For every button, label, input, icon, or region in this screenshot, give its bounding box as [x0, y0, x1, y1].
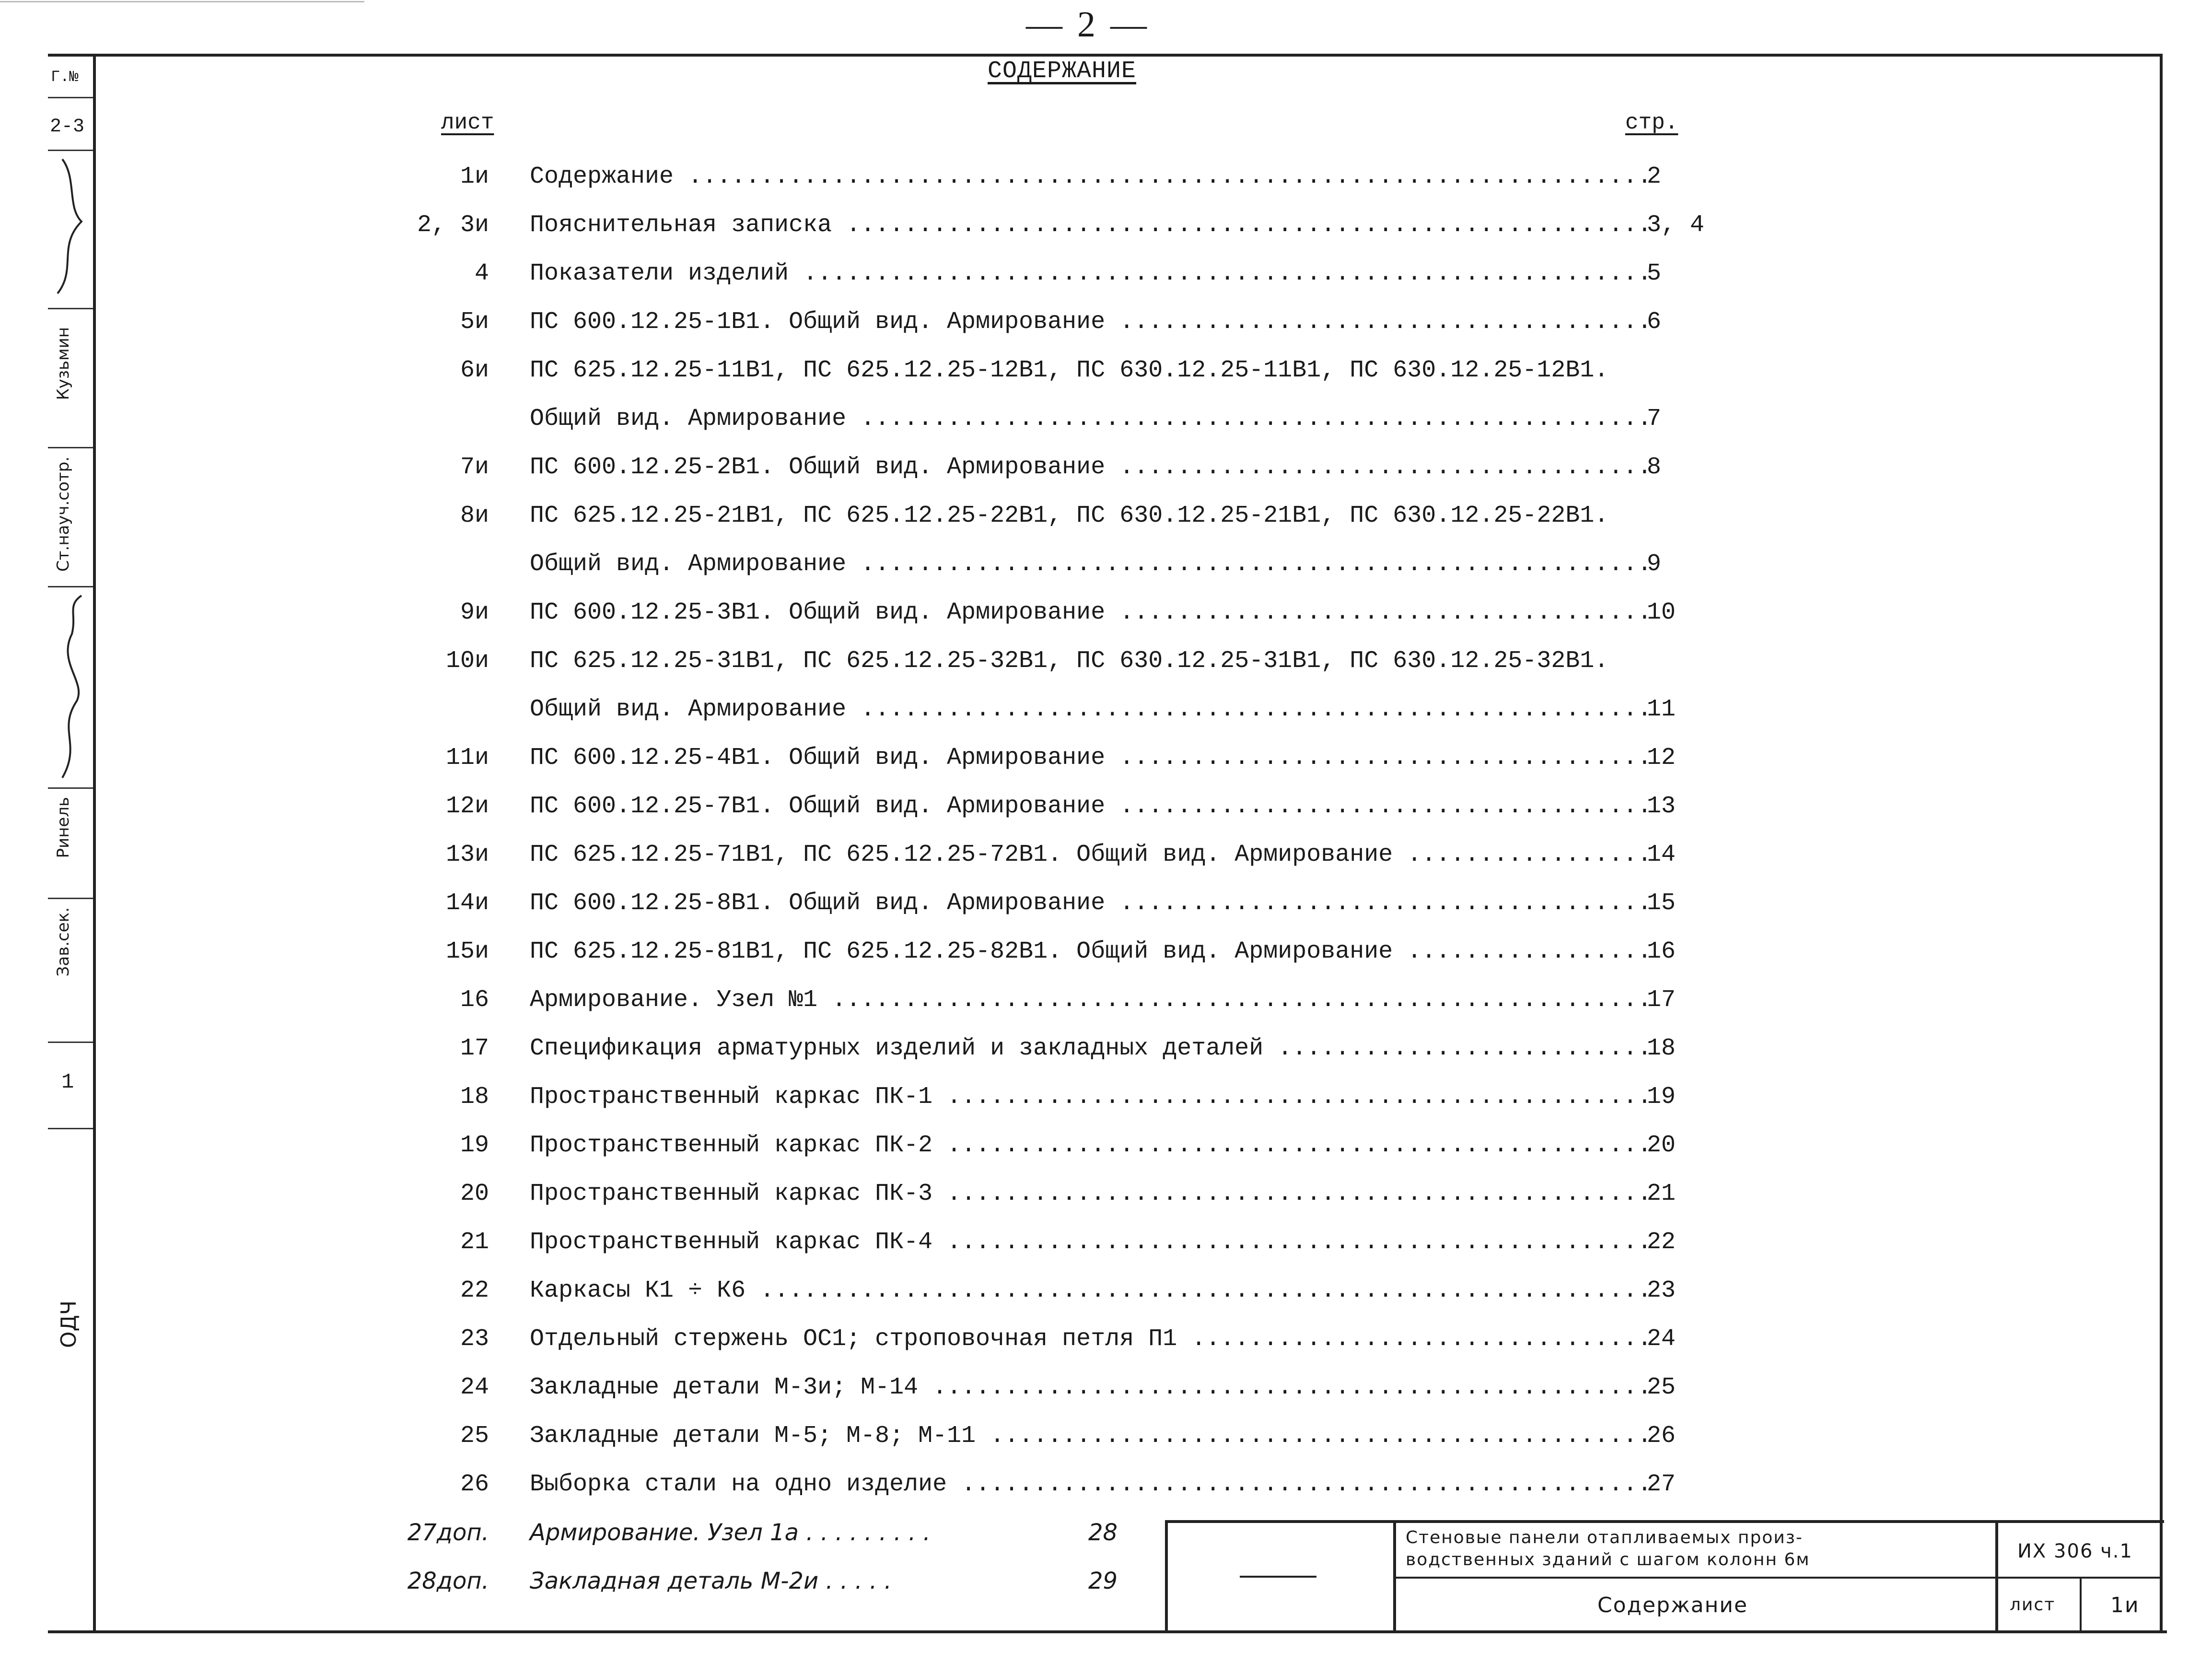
toc-entry-text: ПС 625.12.25-81В1, ПС 625.12.25-82В1. Общий вид. Армирование .....: [530, 927, 1649, 976]
toc-entry-text: ПС 600.12.25-2В1. Общий вид. Армирование .....: [530, 443, 1649, 492]
toc-sheet-number: 6и: [460, 357, 489, 384]
toc-row: [393, 1460, 1735, 1509]
side-cell-odch: [51, 1300, 89, 1396]
toc-entry-text: Содержание .....: [530, 152, 1649, 201]
toc-page-number: 16: [1647, 938, 1676, 965]
toc-row: [393, 540, 1735, 588]
toc-entry-text: Пояснительная записка .....: [530, 201, 1649, 249]
toc-sheet-number: 12и: [445, 793, 489, 820]
column-header-page: стр.: [1625, 110, 1678, 135]
toc-entry-text: Закладные детали М-3и; М-14 .....: [530, 1363, 1649, 1412]
side-cell-position-1: [48, 447, 93, 587]
toc-sheet-number: 22: [460, 1277, 489, 1304]
toc-row: [393, 927, 1735, 976]
toc-sheet-number: 13и: [445, 841, 489, 868]
toc-page-number: 2: [1647, 163, 1662, 190]
drawing-code: ИХ 306 ч.1: [2017, 1540, 2133, 1562]
toc-entry-text: ПС 600.12.25-1В1. Общий вид. Армирование .....: [530, 298, 1649, 346]
toc-page-number: 14: [1647, 841, 1676, 868]
dash-mark: [1240, 1576, 1316, 1578]
side-cell-signature-2: [48, 586, 93, 789]
toc-entry-text: ПС 625.12.25-31В1, ПС 625.12.25-32В1, ПС 630.12.25-31В1, ПС 630.12.25-32В1.: [530, 647, 1609, 675]
toc-row: [393, 1412, 1735, 1460]
toc-page-number: 8: [1647, 454, 1662, 481]
toc-entry-text: ПС 625.12.25-11В1, ПС 625.12.25-12В1, ПС 630.12.25-11В1, ПС 630.12.25-12В1.: [530, 357, 1609, 384]
toc-entry-text: ПС 625.12.25-21В1, ПС 625.12.25-22В1, ПС 630.12.25-21В1, ПС 630.12.25-22В1.: [530, 502, 1609, 529]
odch-mark: ОДЧ: [57, 1300, 81, 1348]
toc-entry-text: Пространственный каркас ПК-4 .....: [530, 1218, 1649, 1266]
side-cell-number: [48, 1042, 93, 1129]
title-block-blank: [1168, 1523, 1396, 1630]
toc-entry-text: Каркасы К1 ÷ К6 .....: [530, 1266, 1649, 1315]
toc-row: [393, 346, 1735, 395]
toc-row: [393, 1024, 1735, 1073]
toc-page-number: 11: [1647, 696, 1676, 723]
toc-row: [393, 249, 1735, 298]
sheet-name: Содержание: [1597, 1593, 1748, 1617]
toc-entry-text: ПС 600.12.25-3В1. Общий вид. Армирование .....: [530, 588, 1649, 637]
toc-sheet-number: 5и: [460, 308, 489, 336]
toc-sheet-number: 7и: [460, 454, 489, 481]
toc-row: [393, 637, 1735, 685]
column-header-sheet: лист: [441, 110, 494, 135]
inv-label: Г.№: [51, 68, 79, 86]
title-block: [1165, 1520, 2164, 1633]
toc-sheet-number: 4: [474, 260, 489, 287]
toc-sheet-number: 25: [460, 1422, 489, 1450]
toc-page-number: 15: [1647, 890, 1676, 917]
sheet-value: 1и: [2110, 1593, 2140, 1617]
toc-page-number: 23: [1647, 1277, 1676, 1304]
toc-sheet-number: 1и: [460, 163, 489, 190]
toc-page-number: 27: [1647, 1471, 1676, 1498]
toc-row: [393, 1170, 1735, 1218]
toc-sheet-number: 18: [460, 1083, 489, 1111]
toc-row: [393, 298, 1735, 346]
toc-page-number: 25: [1647, 1374, 1676, 1401]
series-title-line1: Стеновые панели отапливаемых произ-: [1406, 1528, 1803, 1547]
page-number: — 2 —: [1026, 4, 1150, 45]
toc-entry-text: Закладные детали М-5; М-8; М-11 .....: [530, 1412, 1649, 1460]
toc-sheet-number: 19: [460, 1132, 489, 1159]
toc-entry-text: ПС 600.12.25-4В1. Общий вид. Армирование .....: [530, 734, 1649, 782]
scan-edge-line: [0, 1, 364, 2]
toc-page-number: 17: [1647, 986, 1676, 1014]
side-cell-signature-1: [48, 150, 93, 309]
toc-entry-text: Закладная деталь М-2и . . . . .: [530, 1568, 892, 1594]
signature-2: [48, 586, 93, 787]
toc-row: [393, 1266, 1735, 1315]
side-cell-inv-value: [48, 97, 93, 151]
toc-entry-text: Армирование. Узел 1а . . . . . . . . .: [530, 1519, 931, 1546]
toc-sheet-number: 14и: [445, 890, 489, 917]
position-senior: Ст.науч.сотр.: [54, 457, 73, 572]
toc-sheet-number: 17: [460, 1035, 489, 1062]
toc-row: [393, 492, 1735, 540]
toc-row: [393, 1073, 1735, 1121]
toc-row: [393, 152, 1735, 201]
toc-row: [393, 1363, 1735, 1412]
toc-row: [393, 1121, 1735, 1170]
toc-page-number: 3, 4: [1647, 211, 1705, 239]
toc-entry-text: Показатели изделий .....: [530, 249, 1649, 298]
toc-row: [393, 879, 1735, 927]
toc-page-number: 18: [1647, 1035, 1676, 1062]
toc-row: [393, 782, 1735, 831]
toc-page-number: 12: [1647, 744, 1676, 772]
table-of-contents: [393, 152, 1735, 1605]
name-rinel: Ринель: [54, 797, 73, 858]
side-cell-position-2: [48, 898, 93, 1043]
toc-sheet-number: 11и: [445, 744, 489, 772]
inv-value: 2-3: [50, 116, 85, 138]
toc-page-number: 7: [1647, 405, 1662, 433]
toc-page-number: 21: [1647, 1180, 1676, 1207]
title-block-series: [1396, 1523, 1998, 1579]
title-block-sheet-label: [1998, 1579, 2082, 1630]
toc-entry-text: ПС 600.12.25-7В1. Общий вид. Армирование .....: [530, 782, 1649, 831]
toc-sheet-number: 27доп.: [407, 1519, 489, 1546]
page-title: СОДЕРЖАНИЕ: [988, 58, 1137, 85]
toc-sheet-number: 16: [460, 986, 489, 1014]
toc-page-number: 26: [1647, 1422, 1676, 1450]
toc-row: [393, 831, 1735, 879]
toc-sheet-number: 20: [460, 1180, 489, 1207]
toc-row: [393, 976, 1735, 1024]
toc-page-number: 20: [1647, 1132, 1676, 1159]
toc-sheet-number: 2, 3и: [417, 211, 489, 239]
toc-entry-text: Пространственный каркас ПК-3 .....: [530, 1170, 1649, 1218]
series-title-line2: водственных зданий с шагом колонн 6м: [1406, 1550, 1810, 1569]
toc-row: [393, 201, 1735, 249]
toc-page-number: 29: [1088, 1568, 1118, 1594]
toc-page-number: 22: [1647, 1229, 1676, 1256]
position-head: Зав.сек.: [54, 907, 73, 977]
side-number: 1: [61, 1070, 74, 1094]
toc-page-number: 6: [1647, 308, 1662, 336]
toc-entry-text: Пространственный каркас ПК-2 .....: [530, 1121, 1649, 1170]
signature-1: [48, 150, 93, 308]
toc-page-number: 24: [1647, 1325, 1676, 1353]
title-block-code: [1998, 1523, 2161, 1579]
toc-sheet-number: 23: [460, 1325, 489, 1353]
toc-row: [393, 685, 1735, 734]
toc-sheet-number: 9и: [460, 599, 489, 626]
title-block-sheet-name: [1396, 1579, 1998, 1630]
toc-entry-text: ПС 625.12.25-71В1, ПС 625.12.25-72В1. Общий вид. Армирование .....: [530, 831, 1649, 879]
toc-entry-text: Армирование. Узел №1 .....: [530, 976, 1649, 1024]
toc-sheet-number: 15и: [445, 938, 489, 965]
toc-row: [393, 395, 1735, 443]
frame-right-border: [2160, 54, 2163, 1631]
frame-left-border: [93, 54, 96, 1631]
toc-entry-text: Выборка стали на одно изделие .....: [530, 1460, 1649, 1509]
toc-sheet-number: 10и: [445, 647, 489, 675]
toc-entry-text: Общий вид. Армирование .....: [530, 540, 1649, 588]
toc-entry-text: Спецификация арматурных изделий и закладных деталей .....: [530, 1024, 1649, 1073]
name-kuzmin: Кузьмин: [54, 327, 73, 400]
toc-page-number: 19: [1647, 1083, 1676, 1111]
toc-page-number: 5: [1647, 260, 1662, 287]
toc-sheet-number: 21: [460, 1229, 489, 1256]
side-cell-name-1: [48, 308, 93, 448]
toc-page-number: 13: [1647, 793, 1676, 820]
toc-sheet-number: 28доп.: [407, 1568, 489, 1594]
toc-entry-text: Общий вид. Армирование .....: [530, 395, 1649, 443]
toc-entry-text: ПС 600.12.25-8В1. Общий вид. Армирование .....: [530, 879, 1649, 927]
toc-sheet-number: 24: [460, 1374, 489, 1401]
toc-entry-text: Общий вид. Армирование .....: [530, 685, 1649, 734]
side-stamp-strip: [48, 54, 93, 1631]
sheet-label: лист: [2010, 1595, 2056, 1615]
toc-entry-text: Пространственный каркас ПК-1 .....: [530, 1073, 1649, 1121]
toc-page-number: 28: [1088, 1519, 1118, 1546]
frame-top-border: [48, 54, 2161, 57]
toc-row: [393, 1315, 1735, 1363]
side-cell-inv: [48, 54, 93, 98]
toc-row: [393, 443, 1735, 492]
toc-row: [393, 734, 1735, 782]
toc-sheet-number: 26: [460, 1471, 489, 1498]
title-block-sheet-value: [2082, 1579, 2161, 1630]
toc-page-number: 9: [1647, 550, 1662, 578]
toc-sheet-number: 8и: [460, 502, 489, 529]
toc-entry-text: Отдельный стержень ОС1; строповочная петля П1 .....: [530, 1315, 1649, 1363]
toc-row: [393, 588, 1735, 637]
side-cell-name-2: [48, 787, 93, 899]
toc-page-number: 10: [1647, 599, 1676, 626]
toc-row: [393, 1218, 1735, 1266]
